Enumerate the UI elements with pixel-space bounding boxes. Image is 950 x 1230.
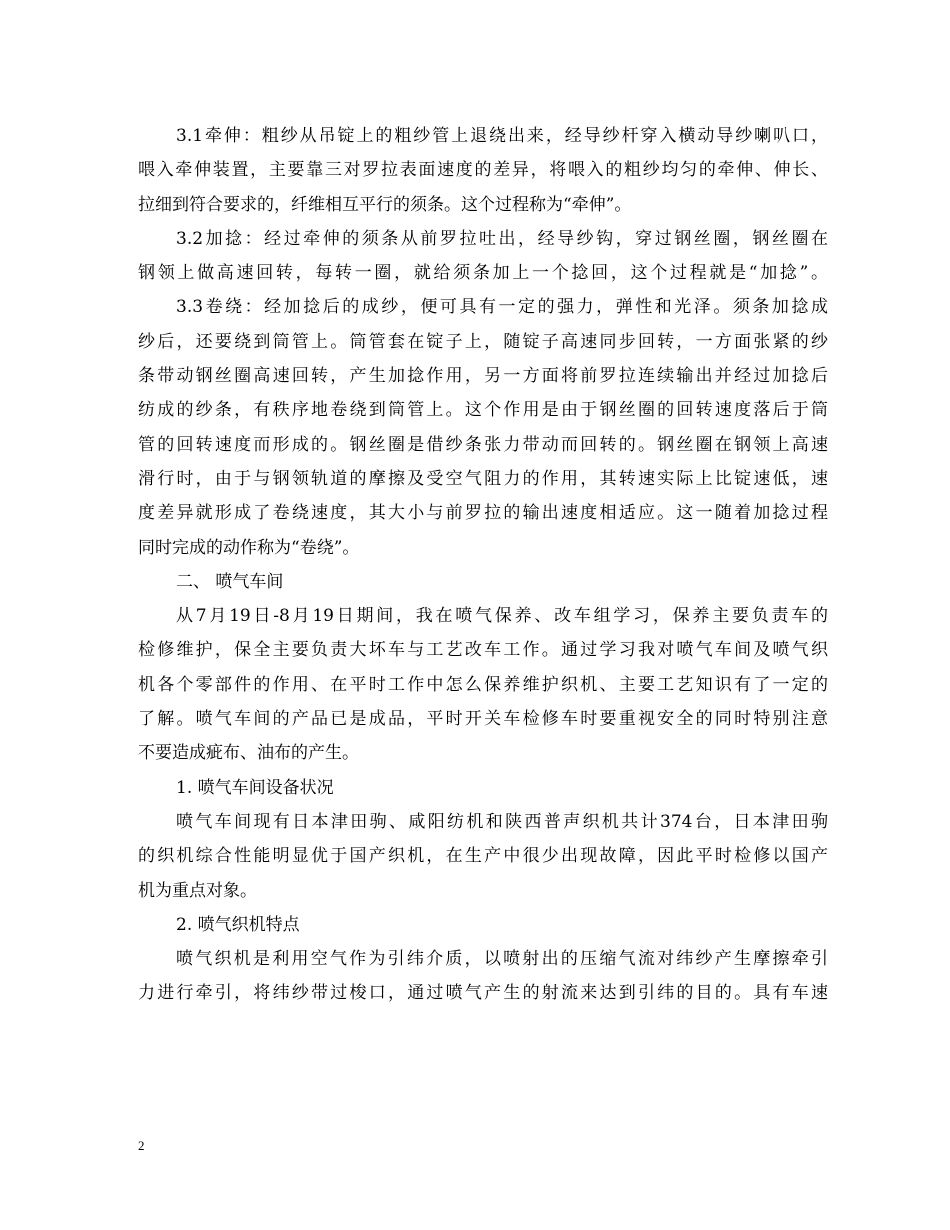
text-line: 机为重点对象。 (138, 880, 257, 901)
page-number: 2 (138, 1138, 145, 1153)
text-line: 不要造成疵布、油布的产生。 (138, 743, 359, 764)
text-line: 钢领上做高速回转，每转一圈，就给须条加上一个捻回，这个过程就是“加捻”。 (138, 263, 828, 284)
text-line: 条带动钢丝圈高速回转，产生加捻作用，另一方面将前罗拉连续输出并经过加捻后 (138, 366, 828, 387)
text-line: 喷气织机是利用空气作为引纬介质，以喷射出的压缩气流对纬纱产生摩擦牵引 (176, 949, 828, 970)
text-line: 管的回转速度而形成的。钢丝圈是借纱条张力带动而回转的。钢丝圈在钢领上高速 (138, 434, 828, 455)
text-line: 检修维护，保全主要负责大坏车与工艺改车工作。通过学习我对喷气车间及喷气织 (138, 640, 828, 661)
text-line: 从7月19日-8月19日期间，我在喷气保养、改车组学习，保养主要负责车的 (176, 606, 828, 627)
section-heading: 二、 喷气车间 (176, 571, 284, 592)
text-line: 机各个零部件的作用、在平时工作中怎么保养维护织机、主要工艺知识有了一定的 (138, 674, 828, 695)
text-line: 3.3卷绕：经加捻后的成纱，便可具有一定的强力，弹性和光泽。须条加捻成 (176, 297, 828, 318)
subsection-heading: 1. 喷气车间设备状况 (176, 777, 334, 798)
text-line: 力进行牵引，将纬纱带过梭口，通过喷气产生的射流来达到引纬的目的。具有车速 (138, 983, 828, 1004)
text-line: 3.1牵伸：粗纱从吊锭上的粗纱管上退绕出来，经导纱杆穿入横动导纱喇叭口， (176, 126, 828, 146)
text-line: 了解。喷气车间的产品已是成品，平时开关车检修车时要重视安全的同时特别注意 (138, 709, 828, 730)
text-line: 纺成的纱条，有秩序地卷绕到筒管上。这个作用是由于钢丝圈的回转速度落后于筒 (138, 400, 828, 421)
text-line: 纱后，还要绕到筒管上。筒管套在锭子上，随锭子高速同步回转，一方面张紧的纱 (138, 331, 828, 352)
text-line: 喂入牵伸装置，主要靠三对罗拉表面速度的差异，将喂入的粗纱均匀的牵伸、伸长、 (138, 160, 828, 181)
text-line: 的织机综合性能明显优于国产织机，在生产中很少出现故障，因此平时检修以国产 (138, 846, 828, 867)
text-line: 滑行时，由于与钢领轨道的摩擦及受空气阻力的作用，其转速实际上比锭速低，速 (138, 468, 828, 489)
body-text (138, 119, 828, 1011)
text-line: 喷气车间现有日本津田驹、咸阳纺机和陕西普声织机共计374台，日本津田驹 (176, 811, 828, 832)
text-line: 拉细到符合要求的，纤维相互平行的须条。这个过程称为“牵伸”。 (138, 194, 632, 215)
text-line: 同时完成的动作称为“卷绕”。 (138, 537, 360, 558)
text-line: 度差异就形成了卷绕速度，其大小与前罗拉的输出速度相适应。这一随着加捻过程 (138, 503, 828, 524)
text-line: 3.2加捻：经过牵伸的须条从前罗拉吐出，经导纱钩，穿过钢丝圈，钢丝圈在 (176, 228, 828, 249)
subsection-heading: 2. 喷气织机特点 (176, 914, 300, 935)
